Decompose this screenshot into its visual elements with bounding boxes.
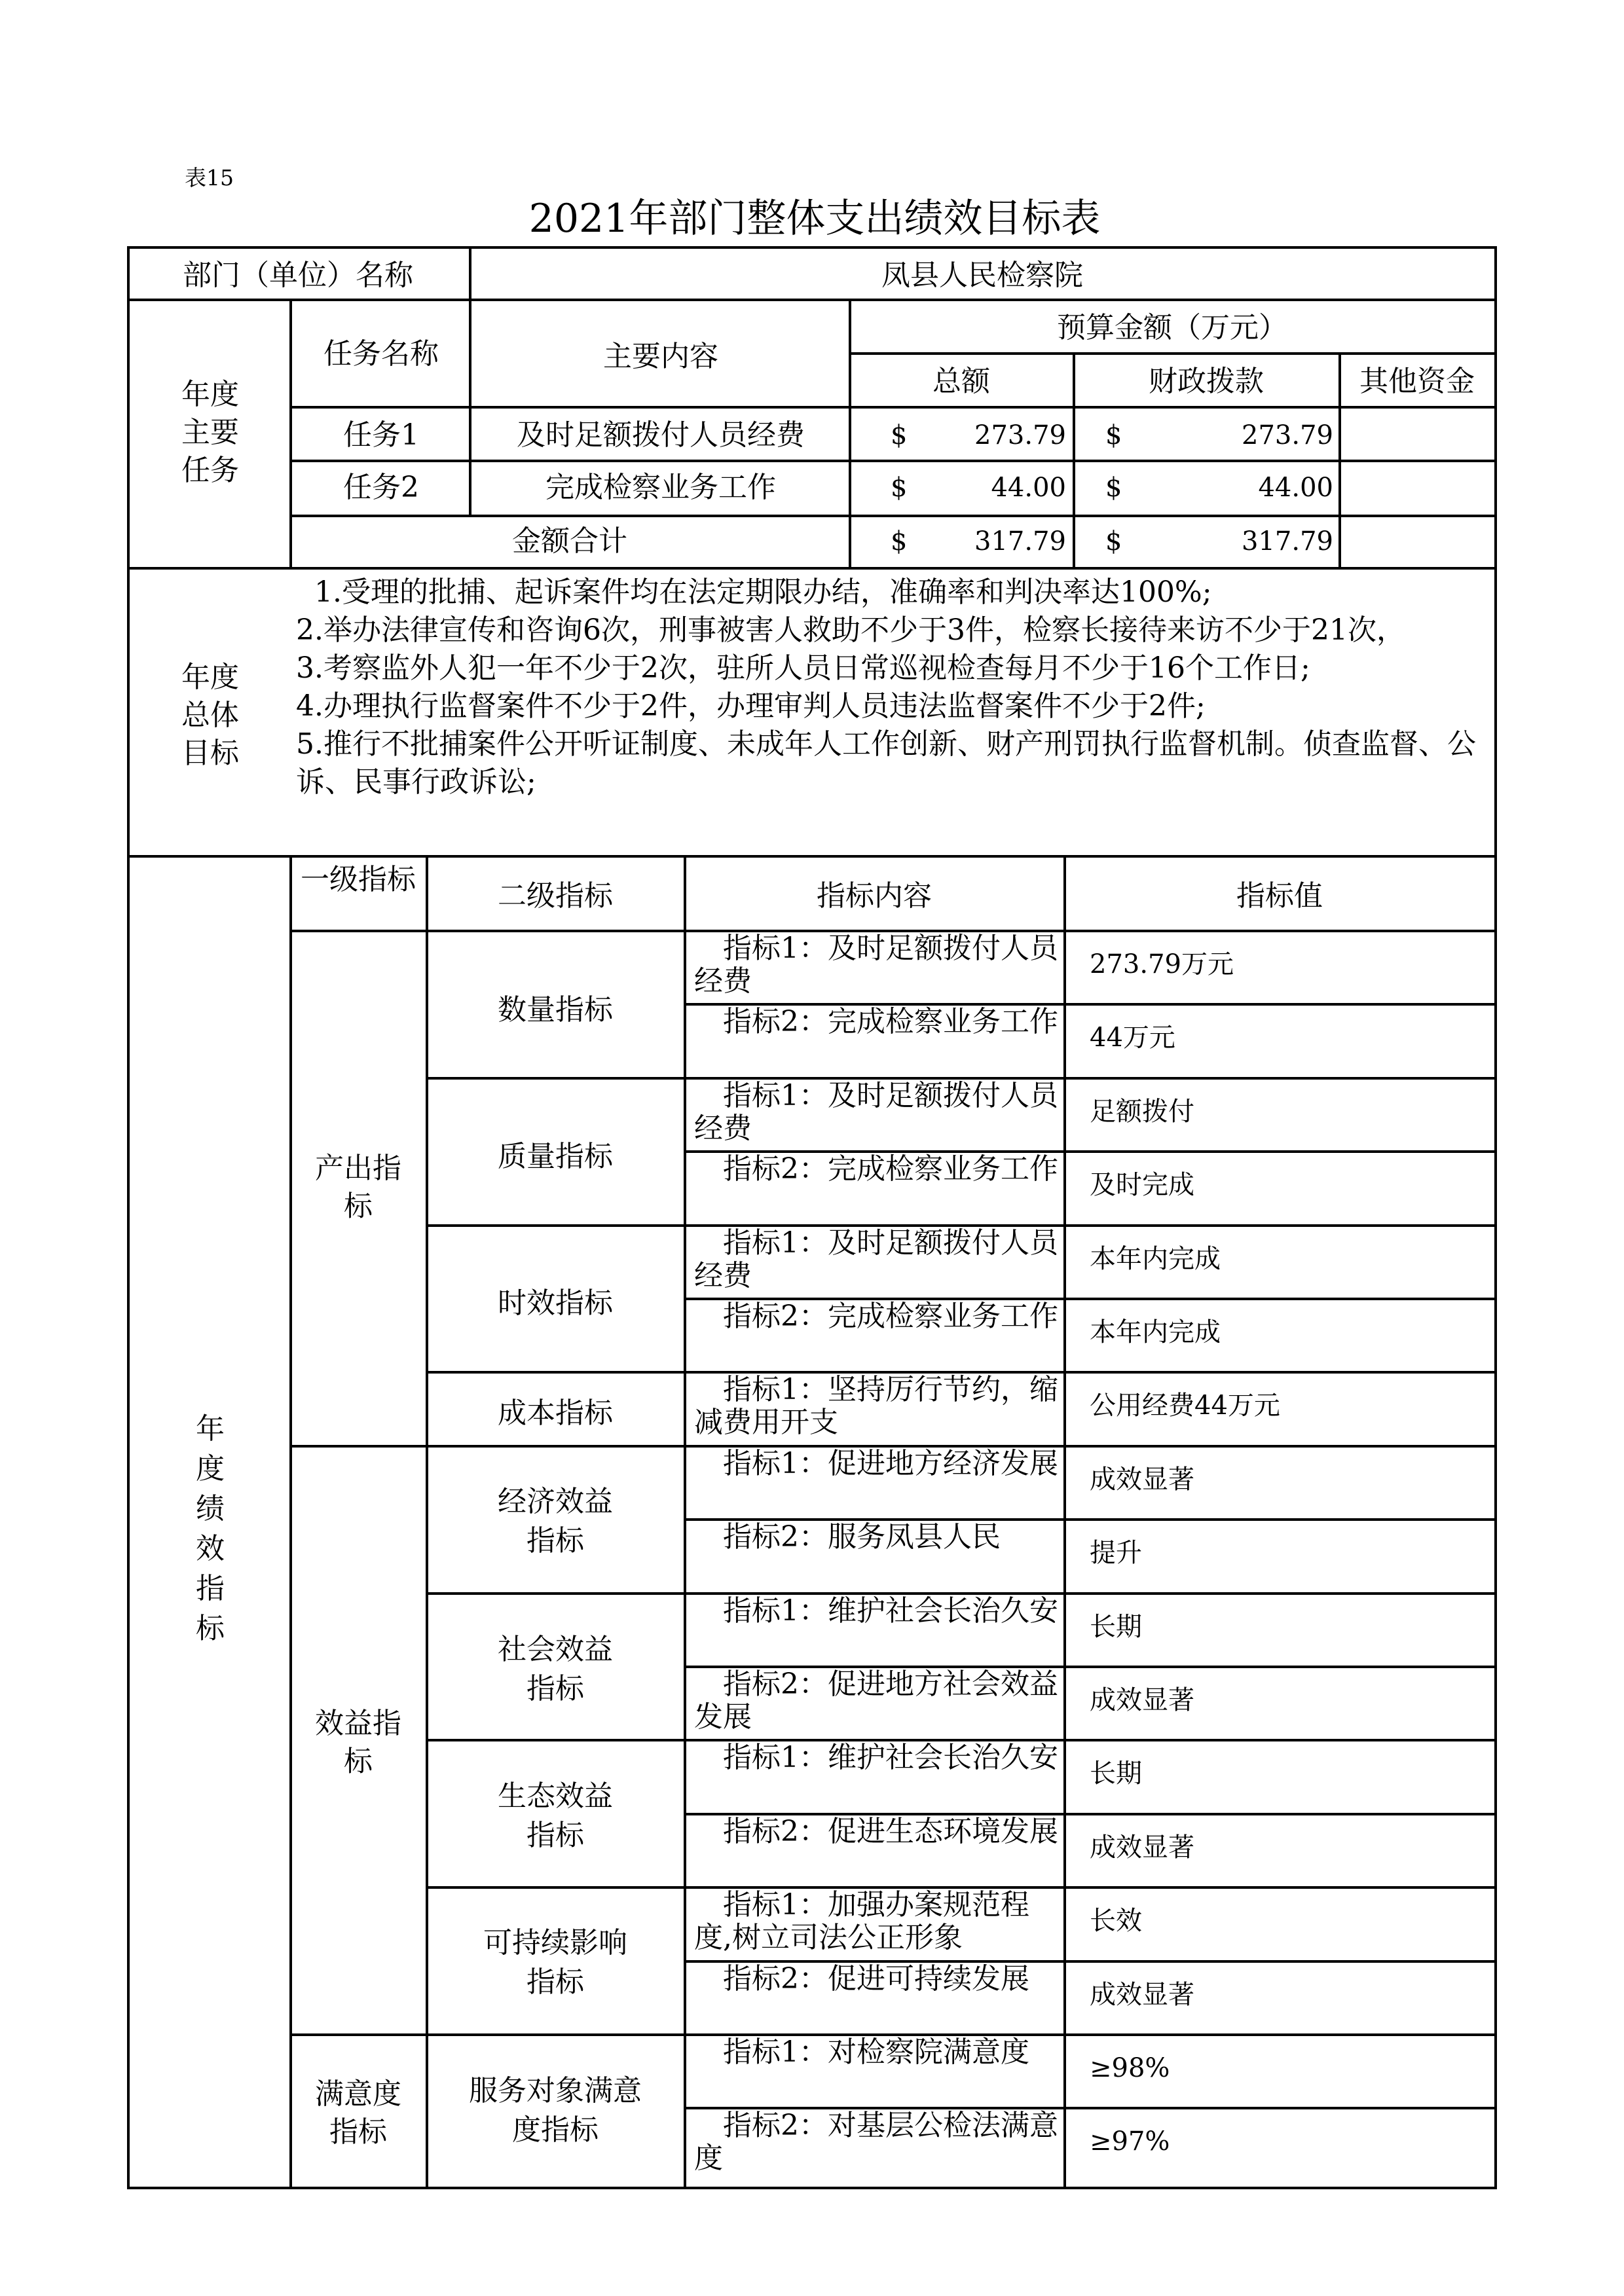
indicator-content: 指标2：促进生态环境发展 xyxy=(694,1815,1058,1848)
dept-name: 凤县人民检察院 xyxy=(881,259,1083,292)
indicator-content: 指标2：完成检察业务工作 xyxy=(694,1300,1058,1333)
grid-line xyxy=(1494,246,1497,2189)
indicator-content: 指标2：完成检察业务工作 xyxy=(694,1153,1058,1186)
grid-line xyxy=(127,299,1497,301)
goal-line-2: 2.举办法律宣传和咨询6次，刑事被害人救助不少于3件，检察长接待来访不少于21次， xyxy=(296,613,1405,647)
level2-cost: 成本指标 xyxy=(498,1396,613,1430)
task-name-header: 任务名称 xyxy=(323,337,439,371)
task-2-content: 完成检察业务工作 xyxy=(545,471,776,504)
task-2-total: 44.00 xyxy=(991,473,1066,503)
level2-social: 社会效益指标 xyxy=(498,1633,613,1705)
indicator-content: 指标1：及时足额拨付人员经费 xyxy=(694,1227,1058,1292)
table-number: 表15 xyxy=(185,165,234,191)
goal-line-3: 3.考察监外人犯一年不少于2次，驻所人员日常巡视检查每月不少于16个工作日; xyxy=(296,651,1310,685)
indicator-value: 提升 xyxy=(1090,1538,1142,1568)
indicator-value: ≥98% xyxy=(1090,2053,1170,2083)
indicator-value: 成效显著 xyxy=(1090,1832,1194,1863)
other-funds-header: 其他资金 xyxy=(1359,365,1475,398)
level2-economic: 经济效益指标 xyxy=(498,1485,613,1558)
indicator-content: 指标1：维护社会长治久安 xyxy=(694,1595,1058,1628)
task-1-total: 273.79 xyxy=(974,420,1066,450)
goal-section-label: 年度 总体 目标 xyxy=(181,661,239,770)
indicator-value: 足额拨付 xyxy=(1090,1097,1194,1127)
indicator-value: 及时完成 xyxy=(1090,1170,1194,1200)
indicator-value-header: 指标值 xyxy=(1236,879,1323,913)
indicator-content: 指标1：及时足额拨付人员经费 xyxy=(694,932,1058,998)
task-content-header: 主要内容 xyxy=(603,340,718,373)
grid-line xyxy=(684,855,686,2189)
indicator-value: 长效 xyxy=(1090,1906,1142,1936)
indicator-value: 长期 xyxy=(1090,1758,1142,1789)
task-1-name: 任务1 xyxy=(343,418,419,452)
grid-line xyxy=(289,515,1497,517)
level1-satisfaction: 满意度指标 xyxy=(315,2077,401,2149)
indicator-value: 本年内完成 xyxy=(1090,1317,1221,1347)
grid-line xyxy=(289,406,1497,409)
grid-line xyxy=(849,352,1497,355)
indicator-value: 长期 xyxy=(1090,1612,1142,1642)
task-2-total-currency: $ xyxy=(891,473,908,503)
indicator-content: 指标2：对基层公检法满意度 xyxy=(694,2109,1058,2175)
indicator-value: ≥97% xyxy=(1090,2126,1170,2157)
task-section-label: 年度 主要 任务 xyxy=(181,378,239,487)
level2-quality: 质量指标 xyxy=(498,1140,613,1173)
indicator-value: 公用经费44万元 xyxy=(1090,1391,1280,1421)
task-1-total-currency: $ xyxy=(891,420,908,450)
indicator-content: 指标2：促进地方社会效益发展 xyxy=(694,1668,1058,1734)
grid-line xyxy=(426,855,428,2189)
sum-fiscal-currency: $ xyxy=(1105,526,1122,556)
goal-line-5: 5.推行不批捕案件公开听证制度、未成年人工作创新、财产刑罚执行监督机制。侦查监督、公诉、民事行政诉讼; xyxy=(296,727,1476,799)
fiscal-header: 财政拨款 xyxy=(1149,365,1264,398)
task-1-content: 及时足额拨付人员经费 xyxy=(517,418,805,452)
sum-label: 金额合计 xyxy=(512,524,627,558)
indicator-content: 指标2：完成检察业务工作 xyxy=(694,1006,1058,1038)
goal-line-4: 4.办理执行监督案件不少于2件，办理审判人员违法监督案件不少于2件; xyxy=(296,689,1206,723)
level1-benefit: 效益指标 xyxy=(315,1707,401,1778)
task-2-name: 任务2 xyxy=(343,471,419,504)
page-title: 2021年部门整体支出绩效目标表 xyxy=(528,196,1101,242)
level2-quantity: 数量指标 xyxy=(498,993,613,1027)
grid-line xyxy=(127,567,1497,570)
grid-line xyxy=(289,460,1497,462)
indicator-value: 成效显著 xyxy=(1090,1685,1194,1715)
indicator-content: 指标2：促进可持续发展 xyxy=(694,1963,1029,1995)
grid-line xyxy=(127,2187,1497,2189)
sum-total-currency: $ xyxy=(891,526,908,556)
level2-timeliness: 时效指标 xyxy=(498,1286,613,1320)
grid-line xyxy=(127,855,1497,858)
grid-line xyxy=(289,855,292,2189)
level2-sustainable: 可持续影响指标 xyxy=(483,1926,627,1999)
level2-header: 二级指标 xyxy=(498,879,613,913)
grid-line xyxy=(1063,855,1066,2189)
task-1-fiscal: 273.79 xyxy=(1242,420,1333,450)
indicator-content: 指标2：服务凤县人民 xyxy=(694,1521,1001,1554)
indicator-content-header: 指标内容 xyxy=(817,879,932,913)
dept-label: 部门（单位）名称 xyxy=(183,259,413,292)
indicator-value: 成效显著 xyxy=(1090,1980,1194,2010)
goal-text xyxy=(296,574,1494,801)
level1-header: 一级指标 xyxy=(301,863,416,896)
level1-output: 产出指标 xyxy=(315,1152,401,1223)
level2-ecological: 生态效益指标 xyxy=(498,1779,613,1852)
task-2-fiscal-currency: $ xyxy=(1105,473,1122,503)
sum-total: 317.79 xyxy=(974,526,1066,556)
indicator-content: 指标1：加强办案规范程度,树立司法公正形象 xyxy=(694,1889,1029,1954)
task-1-fiscal-currency: $ xyxy=(1105,420,1122,450)
indicator-value: 本年内完成 xyxy=(1090,1244,1221,1274)
level2-service-satisfaction: 服务对象满意度指标 xyxy=(469,2074,642,2147)
indicator-value: 44万元 xyxy=(1090,1023,1175,1053)
goal-line-1: 1.受理的批捕、起诉案件均在法定期限办结，准确率和判决率达100%; xyxy=(296,575,1212,609)
grid-line xyxy=(127,246,1497,249)
indicator-content: 指标1：维护社会长治久安 xyxy=(694,1741,1058,1774)
indicator-section-label: 年 度 绩 效 指 标 xyxy=(196,1412,225,1645)
indicator-content: 指标1：及时足额拨付人员经费 xyxy=(694,1080,1058,1145)
indicator-content: 指标1：促进地方经济发展 xyxy=(694,1448,1058,1480)
indicator-content: 指标1：对检察院满意度 xyxy=(694,2036,1029,2069)
indicator-content: 指标1：坚持厉行节约，缩减费用开支 xyxy=(694,1374,1058,1439)
grid-line xyxy=(127,246,130,2189)
indicator-value: 成效显著 xyxy=(1090,1465,1194,1495)
total-header: 总额 xyxy=(932,365,990,398)
indicator-value: 273.79万元 xyxy=(1090,949,1234,979)
task-2-fiscal: 44.00 xyxy=(1258,473,1333,503)
sum-fiscal: 317.79 xyxy=(1242,526,1333,556)
budget-header: 预算金额（万元） xyxy=(1057,311,1287,344)
